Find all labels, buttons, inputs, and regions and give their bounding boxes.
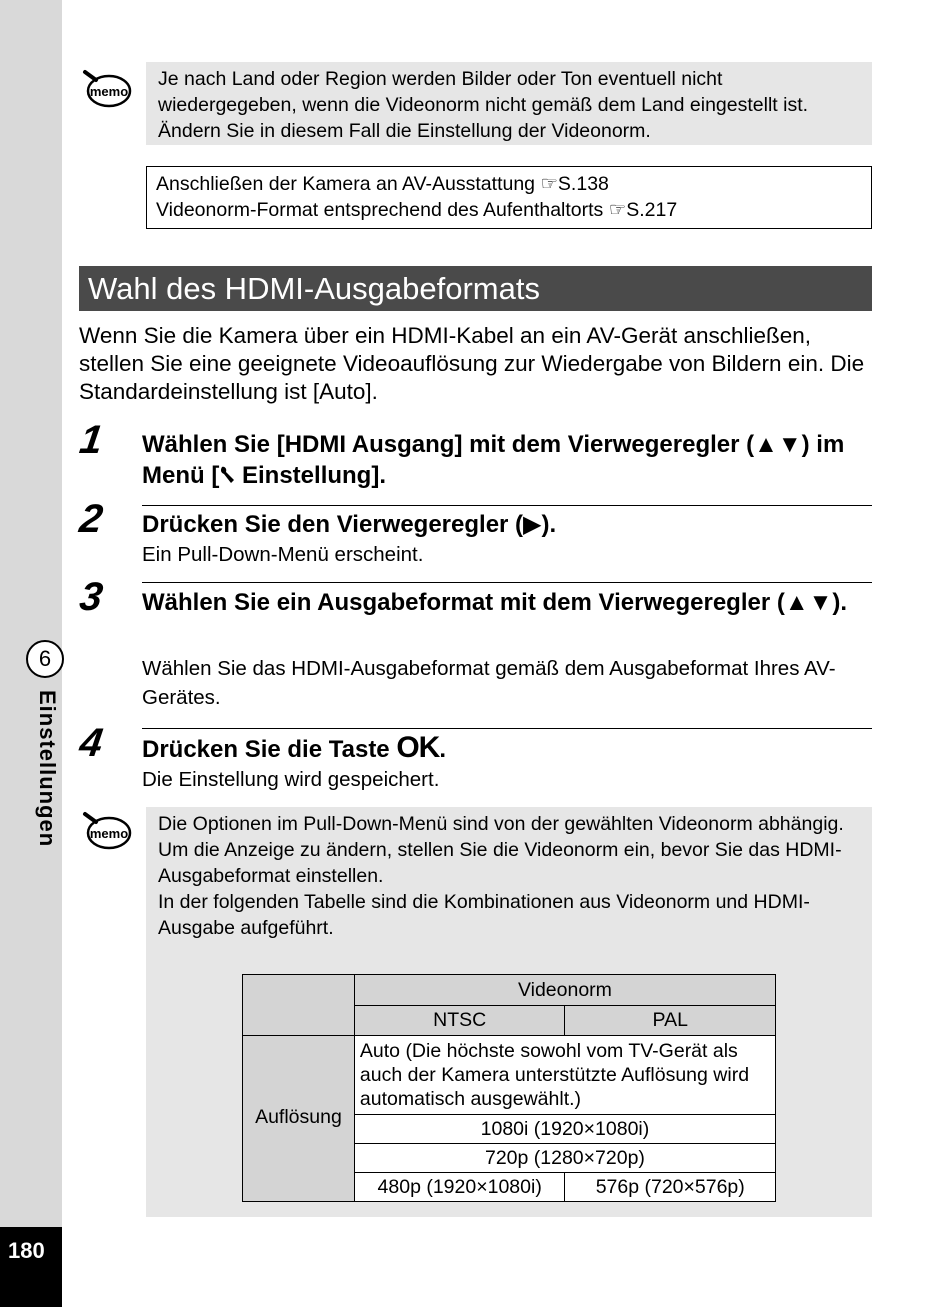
memo-box-top bbox=[146, 62, 872, 145]
step-4-number: 4 bbox=[76, 721, 106, 765]
step-3-number: 3 bbox=[76, 575, 106, 619]
step-1-title bbox=[142, 429, 872, 491]
table-cell-1080i: 1080i (1920×1080i) bbox=[354, 1115, 775, 1144]
table-header-pal: PAL bbox=[565, 1006, 776, 1036]
step-1-title-a: Wählen Sie [HDMI Ausgang] mit dem Vierwegeregler (▲▼) im Menü [ bbox=[142, 431, 845, 489]
memo-paragraph: Die Optionen im Pull-Down-Menü sind von der gewählten Videonorm abhängig. bbox=[158, 813, 844, 835]
table-cell-720p: 720p (1280×720p) bbox=[354, 1144, 775, 1173]
step-4-title-end: . bbox=[439, 736, 446, 763]
table-header-videonorm: Videonorm bbox=[354, 975, 775, 1006]
table-cell-auto: Auto (Die höchste sowohl vom TV-Gerät als auch der Kamera unterstützte Auflösung wird automatisch ausgewählt.) bbox=[354, 1036, 775, 1115]
step-3-desc: Wählen Sie das HDMI-Ausgabeformat gemäß dem Ausgabeformat Ihres AV-Gerätes. bbox=[142, 657, 836, 709]
memo-paragraph: Um die Anzeige zu ändern, stellen Sie die Videonorm ein, bevor Sie das HDMI-Ausgabeformat einstellen. bbox=[158, 839, 842, 887]
step-1-title-b: Einstellung]. bbox=[235, 462, 386, 489]
step-4-title-text: Drücken Sie die Taste bbox=[142, 736, 397, 763]
step-2-title: Drücken Sie den Vierwegeregler (▶). bbox=[142, 511, 557, 538]
intro-paragraph: Wenn Sie die Kamera über ein HDMI-Kabel an ein AV-Gerät anschließen, stellen Sie eine geeignete Videoauflösung zur Wiedergabe von Bildern ein. Die Standardeinstellung ist [Auto]. bbox=[79, 323, 865, 404]
memo-icon bbox=[82, 68, 132, 108]
videonorm-hdmi-table bbox=[242, 974, 776, 1202]
svg-text:memo: memo bbox=[89, 84, 129, 99]
table-cell-ntsc-480p: 480p (1920×1080i) bbox=[354, 1173, 565, 1202]
table-row-label: Auflösung bbox=[243, 1036, 355, 1202]
chapter-label: Einstellungen bbox=[35, 690, 60, 848]
svg-text:memo: memo bbox=[89, 826, 129, 841]
chapter-number: 6 bbox=[26, 640, 64, 678]
step-4-title bbox=[142, 732, 872, 765]
reference-box bbox=[146, 166, 872, 229]
ok-button-glyph: OK bbox=[396, 731, 440, 764]
step-3-title: Wählen Sie ein Ausgabeformat mit dem Vierwegeregler (▲▼). bbox=[142, 589, 848, 616]
step-4-desc: Die Einstellung wird gespeichert. bbox=[142, 768, 440, 791]
memo-icon bbox=[82, 810, 132, 850]
step-divider bbox=[142, 505, 872, 506]
step-2-number: 2 bbox=[76, 497, 106, 541]
step-divider bbox=[142, 582, 872, 583]
memo-text: Je nach Land oder Region werden Bilder oder Ton eventuell nicht wiedergegeben, wenn die Videonorm nicht gemäß dem Land eingestellt ist. Ändern Sie in diesem Fall die Einstellung der Videonorm. bbox=[158, 68, 809, 142]
page-number: 180 bbox=[8, 1238, 45, 1263]
reference-link-videonorm[interactable]: Videonorm-Format entsprechend des Aufenthaltorts ☞S.217 bbox=[156, 199, 678, 221]
table-cell-pal-576p: 576p (720×576p) bbox=[565, 1173, 776, 1202]
memo-paragraph: In der folgenden Tabelle sind die Kombinationen aus Videonorm und HDMI-Ausgabe aufgeführt. bbox=[158, 891, 810, 939]
section-title: Wahl des HDMI-Ausgabeformats bbox=[79, 266, 872, 311]
step-1-number: 1 bbox=[76, 418, 106, 462]
table-header-ntsc: NTSC bbox=[354, 1006, 565, 1036]
reference-link-av[interactable]: Anschließen der Kamera an AV-Ausstattung ☞S.138 bbox=[156, 173, 609, 195]
table-corner-cell bbox=[243, 975, 355, 1036]
step-2-desc: Ein Pull-Down-Menü erscheint. bbox=[142, 543, 424, 566]
step-divider bbox=[142, 728, 872, 729]
wrench-icon bbox=[219, 465, 235, 485]
